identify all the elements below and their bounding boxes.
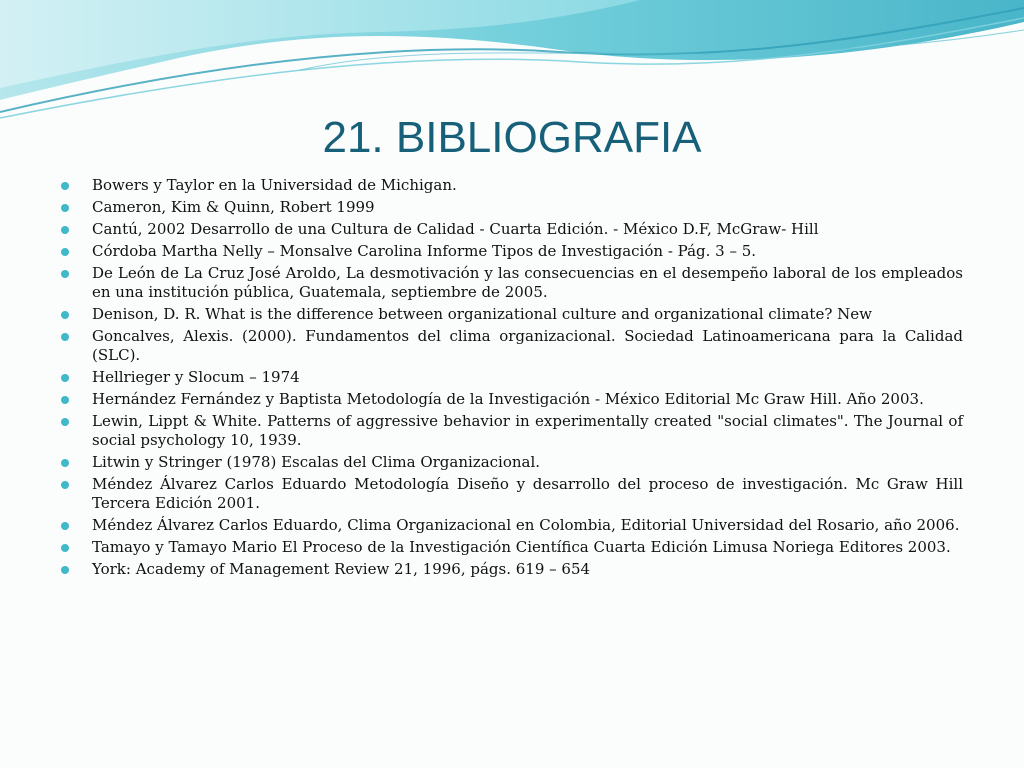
- list-item: [60, 327, 963, 365]
- list-item: [60, 560, 963, 579]
- reference-text: Méndez Álvarez Carlos Eduardo, Clima Organizacional en Colombia, Editorial Universidad del Rosario, año 2006.: [92, 516, 960, 534]
- bullet-icon: [61, 226, 69, 234]
- list-item: [60, 368, 963, 387]
- reference-text: York: Academy of Management Review 21, 1996, págs. 619 – 654: [92, 560, 591, 578]
- list-item: [60, 475, 963, 513]
- list-item: [60, 176, 963, 195]
- bullet-icon: [61, 248, 69, 256]
- bullet-icon: [61, 182, 69, 190]
- reference-text: Hernández Fernández y Baptista Metodología de la Investigación - México Editorial Mc Graw Hill. Año 2003.: [92, 390, 924, 408]
- list-item: [60, 516, 963, 535]
- reference-text: Goncalves, Alexis. (2000). Fundamentos del clima organizacional. Sociedad Latinoamericana para la Calidad (SLC).: [92, 327, 963, 364]
- reference-text: Córdoba Martha Nelly – Monsalve Carolina Informe Tipos de Investigación - Pág. 3 – 5.: [92, 242, 757, 260]
- list-item: [60, 390, 963, 409]
- bullet-icon: [61, 481, 69, 489]
- list-item: [60, 453, 963, 472]
- reference-text: Cantú, 2002 Desarrollo de una Cultura de Calidad - Cuarta Edición. - México D.F, McGraw- Hill: [92, 220, 819, 238]
- reference-text: Lewin, Lippt & White. Patterns of aggressive behavior in experimentally created "social climates". The Journal of social psychology 10, 1939.: [92, 412, 963, 449]
- list-item: [60, 220, 963, 239]
- reference-text: Tamayo y Tamayo Mario El Proceso de la Investigación Científica Cuarta Edición Limusa Noriega Editores 2003.: [92, 538, 951, 556]
- bullet-icon: [61, 418, 69, 426]
- reference-text: Méndez Álvarez Carlos Eduardo Metodología Diseño y desarrollo del proceso de investigación. Mc Graw Hill Tercera Edición 2001.: [92, 475, 963, 512]
- list-item: [60, 242, 963, 261]
- reference-text: Litwin y Stringer (1978) Escalas del Clima Organizacional.: [92, 453, 541, 471]
- bibliography-list: [60, 176, 963, 582]
- list-item: [60, 305, 963, 324]
- list-item: [60, 538, 963, 557]
- bullet-icon: [61, 333, 69, 341]
- bullet-icon: [61, 396, 69, 404]
- slide-title: 21. BIBLIOGRAFIA: [322, 113, 702, 162]
- reference-text: Hellrieger y Slocum – 1974: [92, 368, 300, 386]
- bullet-icon: [61, 566, 69, 574]
- list-item: [60, 412, 963, 450]
- reference-text: Cameron, Kim & Quinn, Robert 1999: [92, 198, 375, 216]
- reference-text: Bowers y Taylor en la Universidad de Michigan.: [92, 176, 457, 194]
- bullet-icon: [61, 204, 69, 212]
- bullet-icon: [61, 459, 69, 467]
- reference-text: Denison, D. R. What is the difference between organizational culture and organizational climate? New: [92, 305, 872, 323]
- bullet-icon: [61, 544, 69, 552]
- bullet-icon: [61, 270, 69, 278]
- list-item: [60, 198, 963, 217]
- list-item: [60, 264, 963, 302]
- bullet-icon: [61, 374, 69, 382]
- bullet-icon: [61, 311, 69, 319]
- bullet-icon: [61, 522, 69, 530]
- reference-text: De León de La Cruz José Aroldo, La desmotivación y las consecuencias en el desempeño laboral de los empleados en una institución pública, Guatemala, septiembre de 2005.: [92, 264, 963, 301]
